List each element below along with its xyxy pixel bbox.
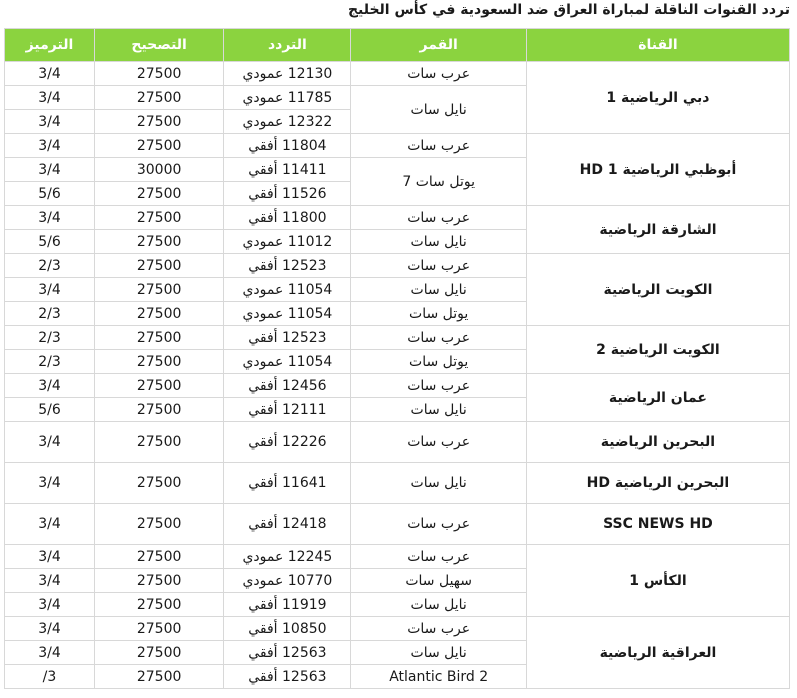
satellite-name: عرب سات (351, 134, 526, 158)
satellite-name: نايل سات (351, 463, 526, 504)
satellite-name: نايل سات (351, 278, 526, 302)
frequency-cell: 10770 عمودي (224, 569, 351, 593)
satellite-name: عرب سات (351, 374, 526, 398)
frequency-cell: 12418 أفقي (224, 504, 351, 545)
satellite-name: يوتل سات (351, 302, 526, 326)
fec-cell: 2/3 (5, 254, 95, 278)
frequency-cell: 11054 عمودي (224, 350, 351, 374)
satellite-name: يوتل سات (351, 350, 526, 374)
frequency-cell: 12456 أفقي (224, 374, 351, 398)
satellite-name: نايل سات (351, 641, 526, 665)
fec-cell: 3/4 (5, 158, 95, 182)
table-row (5, 326, 790, 350)
table-row (5, 504, 790, 545)
satellite-name: عرب سات (351, 206, 526, 230)
fec-cell: 3/4 (5, 206, 95, 230)
channel-name: الكأس 1 (526, 545, 789, 617)
symbol-rate-cell: 27500 (94, 254, 223, 278)
frequency-cell: 11054 عمودي (224, 278, 351, 302)
channel-name: SSC NEWS HD (526, 504, 789, 545)
frequency-cell: 12523 أفقي (224, 254, 351, 278)
symbol-rate-cell: 27500 (94, 86, 223, 110)
channel-name: الشارقة الرياضية (526, 206, 789, 254)
symbol-rate-cell: 27500 (94, 230, 223, 254)
table-row (5, 422, 790, 463)
table-row (5, 254, 790, 278)
fec-cell: 5/6 (5, 230, 95, 254)
table-row (5, 134, 790, 158)
frequency-cell: 12130 عمودي (224, 62, 351, 86)
channel-name: عمان الرياضية (526, 374, 789, 422)
channel-name: الكويت الرياضية (526, 254, 789, 326)
symbol-rate-cell: 27500 (94, 641, 223, 665)
table-body (5, 62, 790, 689)
symbol-rate-cell: 27500 (94, 326, 223, 350)
fec-cell: 2/3 (5, 302, 95, 326)
channel-name: الكويت الرياضية 2 (526, 326, 789, 374)
fec-cell: 5/6 (5, 182, 95, 206)
fec-cell: 3/ (5, 665, 95, 689)
fec-cell: 3/4 (5, 374, 95, 398)
fec-cell: 3/4 (5, 593, 95, 617)
frequency-cell: 12563 أفقي (224, 665, 351, 689)
frequency-cell: 12322 عمودي (224, 110, 351, 134)
symbol-rate-cell: 27500 (94, 617, 223, 641)
symbol-rate-cell: 27500 (94, 463, 223, 504)
satellite-name: عرب سات (351, 326, 526, 350)
table-header-row (5, 29, 790, 62)
header-satellite: القمر (351, 29, 526, 62)
frequency-cell: 12563 أفقي (224, 641, 351, 665)
page-title: تردد القنوات الناقلة لمباراة العراق ضد السعودية في كأس الخليج (347, 2, 790, 18)
table-row (5, 617, 790, 641)
frequency-cell: 12111 أفقي (224, 398, 351, 422)
symbol-rate-cell: 27500 (94, 110, 223, 134)
channel-name: العراقية الرياضية (526, 617, 789, 689)
header-symbol-rate: التصحيح (94, 29, 223, 62)
satellite-name: عرب سات (351, 504, 526, 545)
table-row (5, 545, 790, 569)
satellite-name: عرب سات (351, 422, 526, 463)
symbol-rate-cell: 27500 (94, 62, 223, 86)
fec-cell: 3/4 (5, 86, 95, 110)
symbol-rate-cell: 27500 (94, 545, 223, 569)
frequency-cell: 11054 عمودي (224, 302, 351, 326)
symbol-rate-cell: 27500 (94, 569, 223, 593)
symbol-rate-cell: 27500 (94, 593, 223, 617)
frequency-cell: 11804 أفقي (224, 134, 351, 158)
fec-cell: 5/6 (5, 398, 95, 422)
header-frequency: التردد (224, 29, 351, 62)
frequency-cell: 12226 أفقي (224, 422, 351, 463)
satellite-name: نايل سات (351, 86, 526, 134)
satellite-name: عرب سات (351, 254, 526, 278)
table-row (5, 374, 790, 398)
symbol-rate-cell: 27500 (94, 278, 223, 302)
symbol-rate-cell: 27500 (94, 665, 223, 689)
satellite-name: عرب سات (351, 545, 526, 569)
frequency-cell: 12523 أفقي (224, 326, 351, 350)
symbol-rate-cell: 27500 (94, 398, 223, 422)
satellite-name: يوتل سات 7 (351, 158, 526, 206)
symbol-rate-cell: 27500 (94, 374, 223, 398)
symbol-rate-cell: 27500 (94, 422, 223, 463)
table-row (5, 62, 790, 86)
frequency-cell: 10850 أفقي (224, 617, 351, 641)
frequency-cell: 11411 أفقي (224, 158, 351, 182)
frequency-cell: 11012 عمودي (224, 230, 351, 254)
frequency-cell: 11785 عمودي (224, 86, 351, 110)
fec-cell: 2/3 (5, 326, 95, 350)
fec-cell: 3/4 (5, 569, 95, 593)
fec-cell: 3/4 (5, 422, 95, 463)
satellite-name: نايل سات (351, 230, 526, 254)
satellite-name: سهيل سات (351, 569, 526, 593)
channel-name: دبي الرياضية 1 (526, 62, 789, 134)
symbol-rate-cell: 27500 (94, 134, 223, 158)
header-channel: القناة (526, 29, 789, 62)
symbol-rate-cell: 27500 (94, 504, 223, 545)
symbol-rate-cell: 27500 (94, 206, 223, 230)
fec-cell: 3/4 (5, 134, 95, 158)
symbol-rate-cell: 27500 (94, 302, 223, 326)
fec-cell: 2/3 (5, 350, 95, 374)
fec-cell: 3/4 (5, 463, 95, 504)
symbol-rate-cell: 27500 (94, 182, 223, 206)
frequency-cell: 11919 أفقي (224, 593, 351, 617)
table-row (5, 206, 790, 230)
frequency-cell: 11800 أفقي (224, 206, 351, 230)
table-row (5, 463, 790, 504)
fec-cell: 3/4 (5, 62, 95, 86)
fec-cell: 3/4 (5, 641, 95, 665)
symbol-rate-cell: 30000 (94, 158, 223, 182)
satellite-name: عرب سات (351, 617, 526, 641)
channel-name: البحرين الرياضية HD (526, 463, 789, 504)
channel-name: أبوظبي الرياضية HD 1 (526, 134, 789, 206)
channel-name: البحرين الرياضية (526, 422, 789, 463)
satellite-name: عرب سات (351, 62, 526, 86)
fec-cell: 3/4 (5, 278, 95, 302)
satellite-name: نايل سات (351, 398, 526, 422)
fec-cell: 3/4 (5, 617, 95, 641)
satellite-name: Atlantic Bird 2 (351, 665, 526, 689)
satellite-name: نايل سات (351, 593, 526, 617)
frequency-cell: 11641 أفقي (224, 463, 351, 504)
fec-cell: 3/4 (5, 545, 95, 569)
frequency-cell: 11526 أفقي (224, 182, 351, 206)
frequency-table (4, 28, 790, 689)
symbol-rate-cell: 27500 (94, 350, 223, 374)
fec-cell: 3/4 (5, 504, 95, 545)
frequency-cell: 12245 عمودي (224, 545, 351, 569)
fec-cell: 3/4 (5, 110, 95, 134)
header-fec: الترميز (5, 29, 95, 62)
